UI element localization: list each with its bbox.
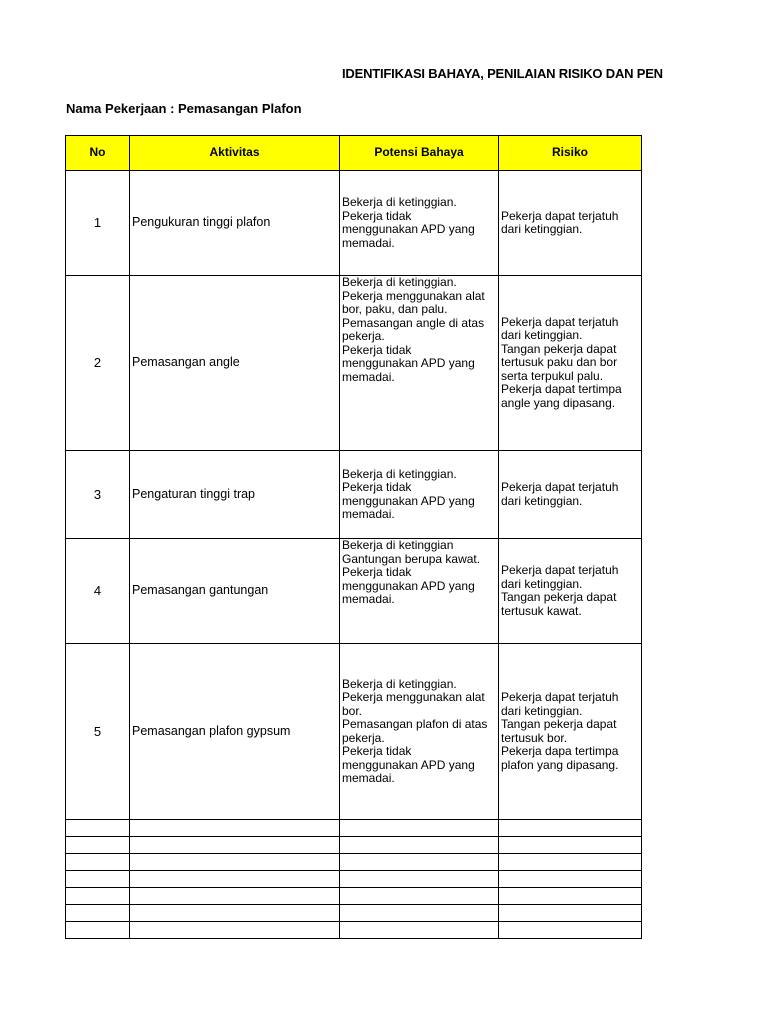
row-number: 4: [66, 539, 130, 644]
empty-cell: [130, 837, 340, 854]
hazard-cell: Bekerja di ketinggian. Pekerja tidak menggunakan APD yang memadai.: [340, 451, 499, 539]
empty-cell: [499, 837, 642, 854]
table-header-row: [66, 136, 642, 171]
empty-table-row: [66, 905, 642, 922]
hazard-cell: Bekerja di ketinggian. Pekerja menggunakan alat bor, paku, dan palu. Pemasangan angle di atas pekerja. Pekerja tidak menggunakan APD yang memadai.: [340, 276, 499, 451]
empty-cell: [130, 905, 340, 922]
empty-table-row: [66, 871, 642, 888]
empty-cell: [66, 922, 130, 939]
row-number: 5: [66, 644, 130, 820]
hazard-cell: Bekerja di ketinggian. Pekerja tidak menggunakan APD yang memadai.: [340, 171, 499, 276]
activity-cell: Pengaturan tinggi trap: [130, 451, 340, 539]
header-risk: Risiko: [499, 136, 642, 171]
empty-cell: [66, 888, 130, 905]
empty-cell: [340, 837, 499, 854]
table-row: [66, 171, 642, 276]
empty-cell: [66, 905, 130, 922]
table-row: [66, 539, 642, 644]
hazard-cell: Bekerja di ketinggian Gantungan berupa kawat. Pekerja tidak menggunakan APD yang memadai.: [340, 539, 499, 644]
empty-cell: [130, 871, 340, 888]
empty-cell: [340, 854, 499, 871]
activity-cell: Pengukuran tinggi plafon: [130, 171, 340, 276]
empty-cell: [340, 871, 499, 888]
empty-cell: [499, 905, 642, 922]
activity-cell: Pemasangan gantungan: [130, 539, 340, 644]
empty-cell: [340, 888, 499, 905]
table-row: [66, 644, 642, 820]
hazard-table: [65, 135, 642, 939]
header-hazard: Potensi Bahaya: [340, 136, 499, 171]
empty-cell: [130, 820, 340, 837]
header-no: No: [66, 136, 130, 171]
empty-table-row: [66, 854, 642, 871]
empty-cell: [499, 871, 642, 888]
row-number: 2: [66, 276, 130, 451]
table-row: [66, 451, 642, 539]
table-row: [66, 276, 642, 451]
empty-cell: [340, 922, 499, 939]
risk-cell: Pekerja dapat terjatuh dari ketinggian. Tangan pekerja dapat tertusuk kawat.: [499, 539, 642, 644]
job-name-label: Nama Pekerjaan : Pemasangan Plafon: [66, 101, 302, 116]
empty-cell: [340, 820, 499, 837]
empty-cell: [66, 820, 130, 837]
activity-cell: Pemasangan angle: [130, 276, 340, 451]
empty-cell: [499, 854, 642, 871]
empty-table-row: [66, 837, 642, 854]
empty-table-row: [66, 820, 642, 837]
empty-cell: [66, 854, 130, 871]
risk-cell: Pekerja dapat terjatuh dari ketinggian.: [499, 451, 642, 539]
document-title: IDENTIFIKASI BAHAYA, PENILAIAN RISIKO DAN PEN: [342, 66, 663, 81]
empty-cell: [499, 888, 642, 905]
header-activity: Aktivitas: [130, 136, 340, 171]
empty-table-row: [66, 888, 642, 905]
empty-cell: [130, 854, 340, 871]
empty-cell: [340, 905, 499, 922]
empty-cell: [66, 871, 130, 888]
hazard-cell: Bekerja di ketinggian. Pekerja menggunakan alat bor. Pemasangan plafon di atas pekerja. Pekerja tidak menggunakan APD yang memadai.: [340, 644, 499, 820]
risk-cell: Pekerja dapat terjatuh dari ketinggian. Tangan pekerja dapat tertusuk bor. Pekerja dapa tertimpa plafon yang dipasang.: [499, 644, 642, 820]
risk-cell: Pekerja dapat terjatuh dari ketinggian. Tangan pekerja dapat tertusuk paku dan bor serta terpukul palu. Pekerja dapat tertimpa angle yang dipasang.: [499, 276, 642, 451]
risk-cell: Pekerja dapat terjatuh dari ketinggian.: [499, 171, 642, 276]
empty-cell: [130, 922, 340, 939]
empty-cell: [130, 888, 340, 905]
empty-table-row: [66, 922, 642, 939]
empty-cell: [499, 820, 642, 837]
row-number: 3: [66, 451, 130, 539]
activity-cell: Pemasangan plafon gypsum: [130, 644, 340, 820]
empty-cell: [499, 922, 642, 939]
row-number: 1: [66, 171, 130, 276]
empty-cell: [66, 837, 130, 854]
